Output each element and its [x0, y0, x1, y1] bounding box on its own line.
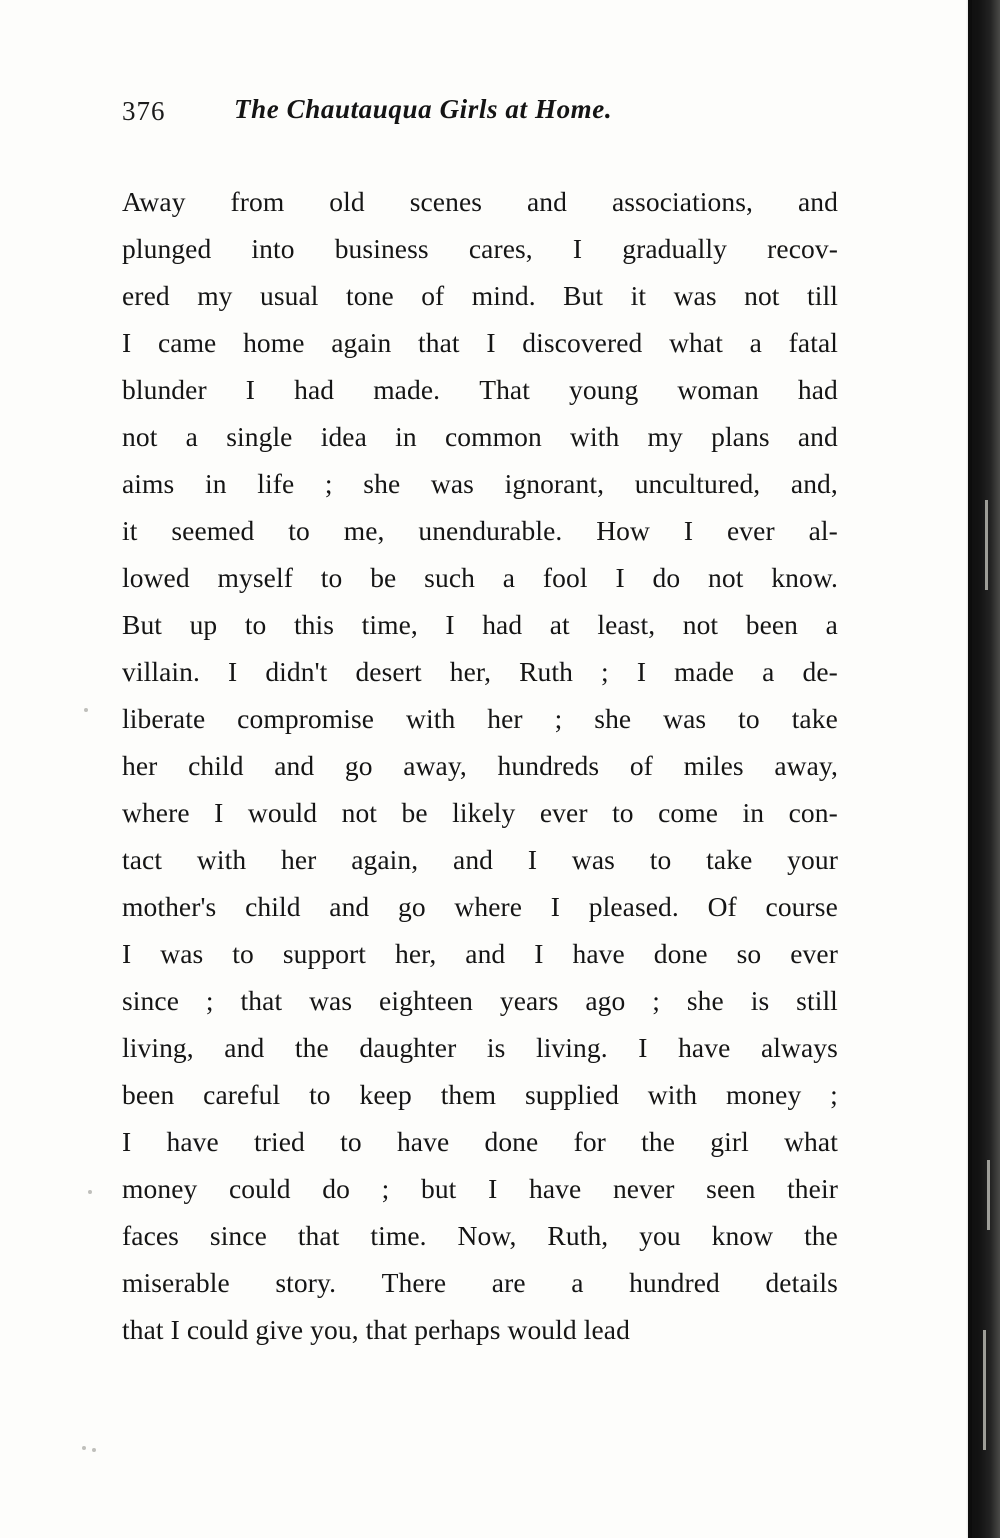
text-line: villain. I didn't desert her, Ruth ; I made a de- [122, 656, 838, 687]
margin-speck [92, 1448, 96, 1452]
text-line: that I could give you, that perhaps would lead [122, 1314, 630, 1345]
text-line: lowed myself to be such a fool I do not know. [122, 562, 838, 593]
text-line: I came home again that I discovered what a fatal [122, 327, 838, 358]
gutter-artifact [987, 1160, 990, 1230]
running-title: The Chautauqua Girls at Home. [234, 94, 613, 124]
text-line: I was to support her, and I have done so ever [122, 938, 838, 969]
binding-gutter-shadow [966, 0, 972, 1538]
text-line: her child and go away, hundreds of miles away, [122, 750, 838, 781]
text-line: mother's child and go where I pleased. Of course [122, 891, 838, 922]
body-text [122, 178, 838, 1353]
text-line: aims in life ; she was ignorant, uncultured, and, [122, 468, 838, 499]
text-line: since ; that was eighteen years ago ; she is still [122, 985, 838, 1016]
margin-speck [88, 1190, 92, 1194]
gutter-artifact [983, 1330, 986, 1450]
text-line: been careful to keep them supplied with money ; [122, 1079, 838, 1110]
running-head [122, 96, 852, 136]
text-line: plunged into business cares, I gradually recov- [122, 233, 838, 264]
text-line: I have tried to have done for the girl what [122, 1126, 838, 1157]
gutter-artifact [985, 500, 988, 590]
text-line: where I would not be likely ever to come in con- [122, 797, 838, 828]
page-number: 376 [122, 96, 166, 126]
text-line: ered my usual tone of mind. But it was not till [122, 280, 838, 311]
margin-speck [82, 1446, 86, 1450]
text-line: miserable story. There are a hundred details [122, 1267, 838, 1298]
text-line: not a single idea in common with my plans and [122, 421, 838, 452]
text-line: it seemed to me, unendurable. How I ever al- [122, 515, 838, 546]
text-line: money could do ; but I have never seen their [122, 1173, 838, 1204]
text-line: But up to this time, I had at least, not been a [122, 609, 838, 640]
text-line: tact with her again, and I was to take your [122, 844, 838, 875]
margin-speck [84, 708, 88, 712]
text-line: liberate compromise with her ; she was to take [122, 703, 838, 734]
text-line: faces since that time. Now, Ruth, you know the [122, 1220, 838, 1251]
text-line: Away from old scenes and associations, and [122, 186, 838, 217]
text-line: living, and the daughter is living. I have always [122, 1032, 838, 1063]
text-line: blunder I had made. That young woman had [122, 374, 838, 405]
binding-gutter [968, 0, 1000, 1538]
